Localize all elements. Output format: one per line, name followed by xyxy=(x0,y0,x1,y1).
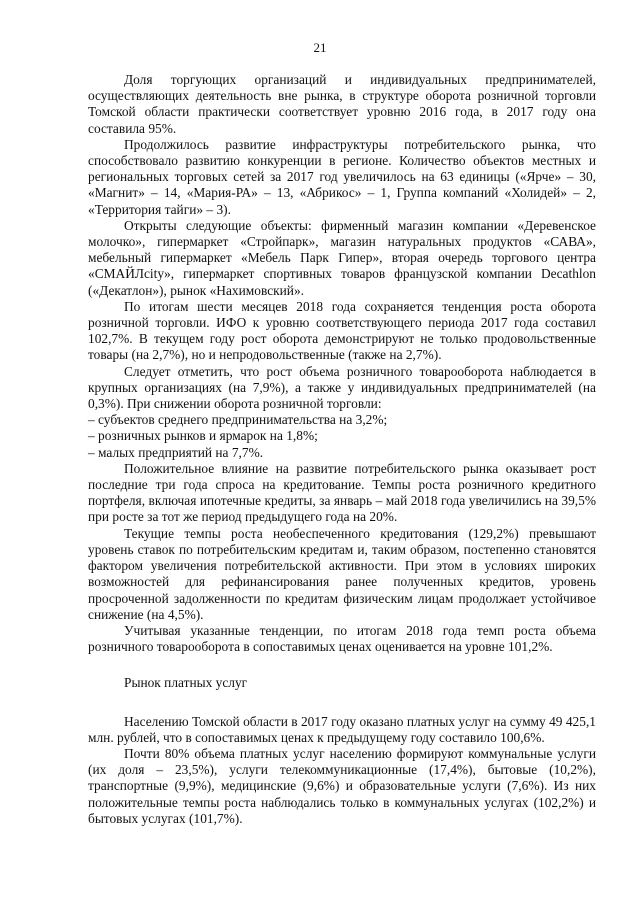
paragraph: Текущие темпы роста необеспеченного кредитования (129,2%) превышают уровень ставок по потребительским кредитам и, таким образом, постепенно становятся фактором увеличения потребительской активности. При этом в условиях широких возможностей для рефинансирования ранее полученных кредитов, уровень просроченной задолженности по кредитам физическим лицам продолжает устойчивое снижение (на 4,5%). xyxy=(88,525,596,622)
paragraph: Следует отметить, что рост объема розничного товарооборота наблюдается в крупных организациях (на 7,9%), а также у индивидуальных предпринимателей (на 0,3%). При снижении оборота розничной торговли: xyxy=(88,363,596,412)
paragraph: Открыты следующие объекты: фирменный магазин компании «Деревенское молочко», гипермаркет «Стройпарк», магазин натуральных продуктов «САВА», мебельный гипермаркет «Мебель Парк Гипер», вторая очередь торгового центра «СМАЙЛcity», гипермаркет спортивных товаров французской компании Decathlon («Декатлон»), рынок «Нахимовский». xyxy=(88,217,596,298)
paragraph: Положительное влияние на развитие потребительского рынка оказывает рост последние три года спроса на кредитование. Темпы роста розничного кредитного портфеля, включая ипотечные кредиты, за январь – май 2018 года увеличились на 39,5% при росте за тот же период предыдущего года на 20%. xyxy=(88,460,596,525)
spacer xyxy=(88,692,596,714)
list-item: – субъектов среднего предпринимательства на 3,2%; xyxy=(88,412,388,428)
section-heading: Рынок платных услуг xyxy=(124,675,248,691)
page-number: 21 xyxy=(313,40,327,55)
paragraph: Доля торгующих организаций и индивидуальных предпринимателей, осуществляющих деятельность вне рынка, в структуре оборота розничной торговли Томской области практически соответствует уровню 2016 года, в 2017 году она составила 95%. xyxy=(88,72,596,136)
paragraph: Почти 80% объема платных услуг населению формируют коммунальные услуги (их доля – 23,5%), услуги телекоммуникационные (17,4%), бытовые (10,2%), транспортные (9,9%), медицинские (9,6%) и образовательные услуги (7,6%). Из них положительные темпы роста наблюдались только в коммунальных услугах (102,2%) и бытовых услугах (101,7%). xyxy=(88,745,596,826)
paragraph: Учитывая указанные тенденции, по итогам 2018 года темп роста объема розничного товарооборота в сопоставимых ценах оценивается на уровне 101,2%. xyxy=(88,622,596,655)
list-item: – малых предприятий на 7,7%. xyxy=(88,444,264,460)
paragraph: По итогам шести месяцев 2018 года сохраняется тенденция роста оборота розничной торговли. ИФО к уровню соответствующего периода 2017 года составил 102,7%. В текущем году рост оборота демонстрируют не только продовольственные товары (на 2,7%), но и непродовольственные (также на 2,7%). xyxy=(88,298,596,363)
paragraph: Населению Томской области в 2017 году оказано платных услуг на сумму 49 425,1 млн. рублей, что в сопоставимых ценах к предыдущему году составило 100,6%. xyxy=(88,713,596,745)
list-item: – розничных рынков и ярмарок на 1,8%; xyxy=(88,428,318,444)
paragraph: Продолжилось развитие инфраструктуры потребительского рынка, что способствовало развитию конкуренции в регионе. Количество объектов местных и региональных торговых сетей за 2017 год увеличилось на 63 единицы («Ярче» – 30, «Магнит» – 14, «Мария-РА» – 13, «Абрикос» – 1, Группа компаний «Холидей» – 2, «Территория тайги» – 3). xyxy=(88,136,596,217)
document-body xyxy=(88,72,596,827)
spacer xyxy=(88,655,596,675)
